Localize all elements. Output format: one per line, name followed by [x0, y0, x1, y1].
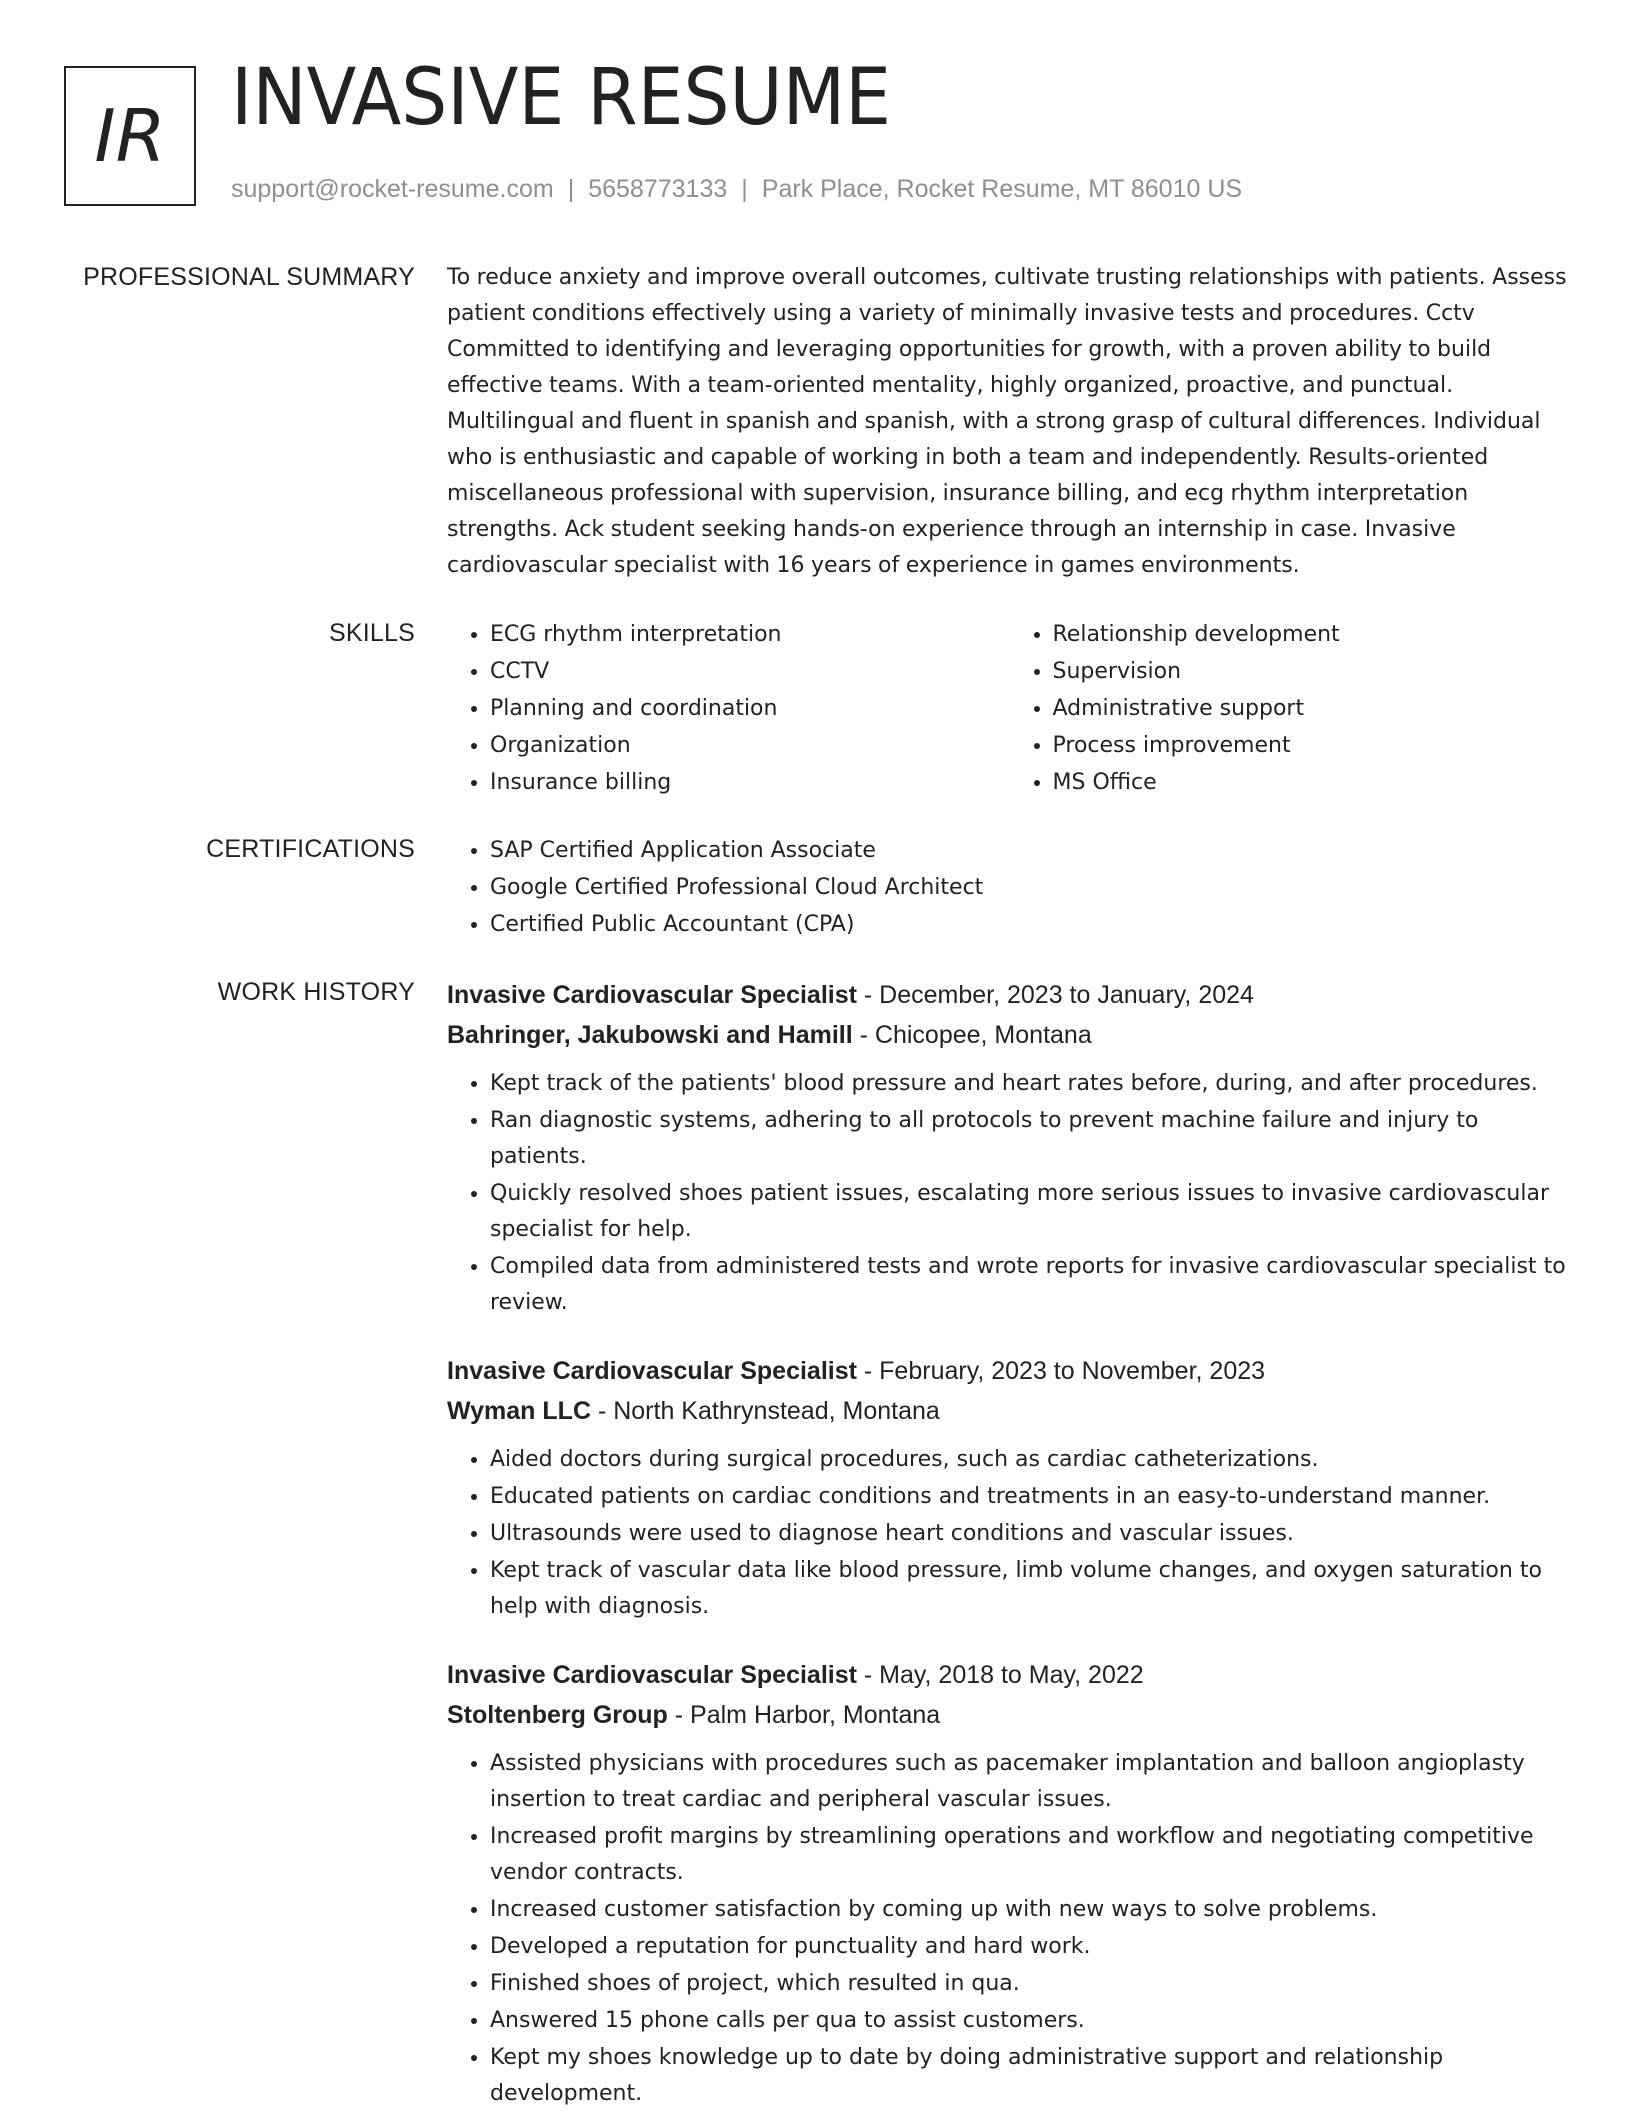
job-bullet: • Ultrasounds were used to diagnose heart conditions and vascular issues.: [490, 1515, 1572, 1552]
monogram-logo: IR: [64, 66, 196, 206]
job-bullet: • Educated patients on cardiac conditions and treatments in an easy-to-understand manner.: [490, 1478, 1572, 1515]
skill-item: • Organization: [490, 727, 1010, 764]
contact-phone: 5658773133: [588, 175, 728, 203]
job-company-line: [447, 1391, 1572, 1431]
job-entry: [447, 975, 1572, 1321]
job-bullet: • Assisted physicians with procedures such as pacemaker implantation and balloon angioplasty insertion to treat cardiac and peripheral vascular issues.: [490, 1745, 1572, 1818]
certifications-list: [447, 832, 1572, 943]
job-location: - Chicopee, Montana: [859, 1021, 1092, 1049]
skills-list-left: [447, 616, 1010, 801]
job-company: Stoltenberg Group: [447, 1701, 668, 1729]
skill-item: • Administrative support: [1053, 690, 1573, 727]
job-company: Wyman LLC: [447, 1397, 591, 1425]
job-entry: [447, 1351, 1572, 1625]
job-bullet: • Quickly resolved shoes patient issues, escalating more serious issues to invasive cardiovascular specialist for help.: [490, 1175, 1572, 1248]
certification-item: • Google Certified Professional Cloud Architect: [490, 869, 1572, 906]
job-bullet: • Aided doctors during surgical procedures, such as cardiac catheterizations.: [490, 1441, 1572, 1478]
certifications-heading: CERTIFICATIONS: [206, 835, 415, 863]
job-bullet: • Increased customer satisfaction by coming up with new ways to solve problems.: [490, 1891, 1572, 1928]
work-history-heading: WORK HISTORY: [217, 978, 415, 1006]
job-bullets: [447, 1745, 1572, 2112]
skill-item: • CCTV: [490, 653, 1010, 690]
skill-item: • Process improvement: [1053, 727, 1573, 764]
skill-item: • Insurance billing: [490, 764, 1010, 801]
job-dates: - May, 2018 to May, 2022: [863, 1661, 1144, 1689]
job-title-line: [447, 975, 1572, 1015]
summary-text: To reduce anxiety and improve overall outcomes, cultivate trusting relationships with patients. Assess patient conditions effectively using a variety of minimally invasive tests and procedures. Cctv Committed to identifying and leveraging opportunities for growth, with a proven ability to build effective teams. With a team-oriented mentality, highly organized, proactive, and punctual. Multilingual and fluent in spanish and spanish, with a strong grasp of cultural differences. Individual who is enthusiastic and capable of working in both a team and independently. Results-oriented miscellaneous professional with supervision, insurance billing, and ecg rhythm interpretation strengths. Ack student seeking hands-on experience through an internship in case. Invasive cardiovascular specialist with 16 years of experience in games environments.: [447, 265, 1567, 578]
summary-section: [0, 260, 1632, 584]
job-company-line: [447, 1015, 1572, 1055]
contact-separator: |: [741, 175, 748, 203]
job-title-line: [447, 1655, 1572, 1695]
job-bullet: • Compiled data from administered tests and wrote reports for invasive cardiovascular specialist to review.: [490, 1248, 1572, 1321]
job-bullets: [447, 1441, 1572, 1625]
contact-email: support@rocket-resume.com: [231, 175, 554, 203]
job-bullet: • Kept my shoes knowledge up to date by doing administrative support and relationship development.: [490, 2039, 1572, 2112]
job-bullet: • Kept track of the patients' blood pressure and heart rates before, during, and after procedures.: [490, 1065, 1572, 1102]
resume-body: [0, 260, 1632, 2112]
job-title: Invasive Cardiovascular Specialist: [447, 981, 857, 1009]
job-location: - Palm Harbor, Montana: [674, 1701, 941, 1729]
skills-list-right: [1010, 616, 1573, 801]
job-entry: [447, 1655, 1572, 2112]
job-title: Invasive Cardiovascular Specialist: [447, 1661, 857, 1689]
job-bullet: • Kept track of vascular data like blood pressure, limb volume changes, and oxygen saturation to help with diagnosis.: [490, 1552, 1572, 1625]
job-dates: - February, 2023 to November, 2023: [863, 1357, 1266, 1385]
resume-name: INVASIVE RESUME: [231, 53, 892, 143]
job-location: - North Kathrynstead, Montana: [597, 1397, 940, 1425]
skills-section: [0, 616, 1632, 801]
contact-separator: |: [567, 175, 575, 203]
certification-item: • SAP Certified Application Associate: [490, 832, 1572, 869]
job-company: Bahringer, Jakubowski and Hamill: [447, 1021, 853, 1049]
job-bullet: • Finished shoes of project, which resulted in qua.: [490, 1965, 1572, 2002]
job-title-line: [447, 1351, 1572, 1391]
skill-item: • Supervision: [1053, 653, 1573, 690]
job-title: Invasive Cardiovascular Specialist: [447, 1357, 857, 1385]
contact-address: Park Place, Rocket Resume, MT 86010 US: [761, 175, 1243, 203]
job-bullet: • Answered 15 phone calls per qua to assist customers.: [490, 2002, 1572, 2039]
job-dates: - December, 2023 to January, 2024: [863, 981, 1254, 1009]
skill-item: • Relationship development: [1053, 616, 1573, 653]
skill-item: • ECG rhythm interpretation: [490, 616, 1010, 653]
job-company-line: [447, 1695, 1572, 1735]
certification-item: • Certified Public Accountant (CPA): [490, 906, 1572, 943]
job-bullet: • Ran diagnostic systems, adhering to all protocols to prevent machine failure and injury to patients.: [490, 1102, 1572, 1175]
skill-item: • Planning and coordination: [490, 690, 1010, 727]
certifications-section: [0, 832, 1632, 943]
job-bullets: [447, 1065, 1572, 1321]
contact-line: [231, 175, 1242, 204]
job-bullet: • Developed a reputation for punctuality and hard work.: [490, 1928, 1572, 1965]
job-bullet: • Increased profit margins by streamlining operations and workflow and negotiating competitive vendor contracts.: [490, 1818, 1572, 1891]
summary-heading: PROFESSIONAL SUMMARY: [83, 263, 415, 291]
skill-item: • MS Office: [1053, 764, 1573, 801]
skills-heading: SKILLS: [329, 619, 415, 647]
work-history-section: [0, 975, 1632, 2112]
